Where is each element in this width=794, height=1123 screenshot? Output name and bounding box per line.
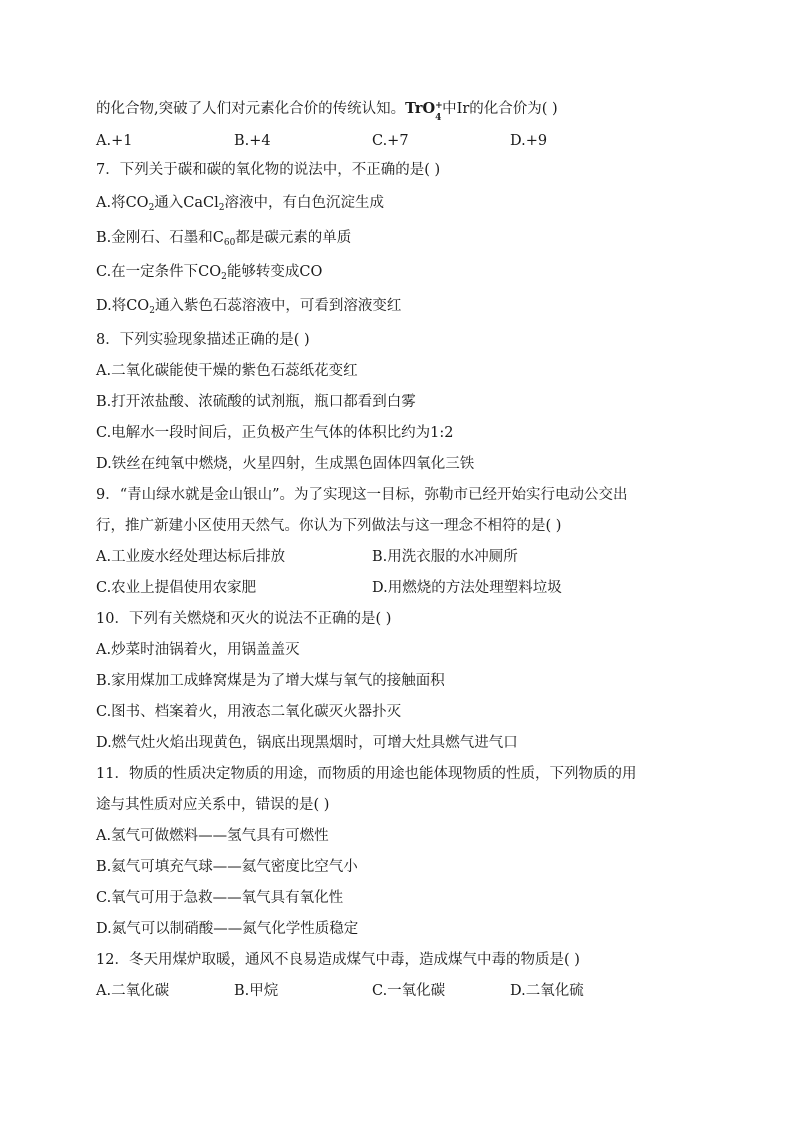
q9-option-b: B.用洗衣服的水冲厕所 [372, 549, 518, 565]
q9-stem-line1: 9．“青山绿水就是金山银山”。为了实现这一目标，弥勒市已经开始实行电动公交出 [96, 487, 628, 503]
q6-option-d: D.+9 [510, 133, 548, 149]
q7-option-d: D.将$CO_2$通入紫色石蕊溶液中，可看到溶液变红 [96, 298, 402, 316]
q12-option-c: C.一氧化碳 [372, 983, 446, 999]
q11-option-d: D.氮气可以制硝酸——氮气化学性质稳定 [96, 921, 359, 937]
q11-option-c: C.氧气可用于急救——氧气具有氧化性 [96, 890, 344, 906]
q6-option-c: C.+7 [372, 133, 409, 149]
q12-option-d: D.二氧化硫 [510, 983, 584, 999]
q7-stem: 7．下列关于碳和碳的氧化物的说法中，不正确的是( ) [96, 162, 441, 178]
q12-stem: 12．冬天用煤炉取暖，通风不良易造成煤气中毒，造成煤气中毒的物质是( ) [96, 952, 580, 968]
q8-option-b: B.打开浓盐酸、浓硫酸的试剂瓶，瓶口都看到白雾 [96, 394, 416, 410]
q9-option-d: D.用燃烧的方法处理塑料垃圾 [372, 580, 562, 596]
q8-option-d: D.铁丝在纯氧中燃烧，火星四射，生成黑色固体四氧化三铁 [96, 456, 475, 472]
q7-option-c: C.在一定条件下$CO_2$能够转变成CO [96, 264, 323, 282]
q6-option-a: A.+1 [96, 133, 133, 149]
q8-option-c: C.电解水一段时间后，正负极产生气体的体积比约为1:2 [96, 425, 454, 441]
q11-option-a: A.氢气可做燃料——氢气具有可燃性 [96, 828, 329, 844]
q11-option-b: B.氦气可填充气球——氦气密度比空气小 [96, 859, 358, 875]
q7-option-b: B.金刚石、石墨和$C_{60}$都是碳元素的单质 [96, 230, 352, 248]
q12-option-a: A.二氧化碳 [96, 983, 170, 999]
q8-stem: 8．下列实验现象描述正确的是( ) [96, 332, 310, 348]
q12-option-b: B.甲烷 [234, 983, 279, 999]
q10-option-b: B.家用煤加工成蜂窝煤是为了增大煤与氧气的接触面积 [96, 673, 445, 689]
q8-option-a: A.二氧化碳能使干燥的紫色石蕊纸花变红 [96, 363, 358, 379]
q7-option-a: A.将$CO_2$通入CaCl$_2$溶液中，有白色沉淀生成 [96, 195, 385, 213]
q11-stem-line2: 途与其性质对应关系中，错误的是( ) [96, 797, 330, 813]
q10-option-d: D.燃气灶火焰出现黄色，锅底出现黑烟时，可增大灶具燃气进气口 [96, 735, 518, 751]
q10-option-c: C.图书、档案着火，用液态二氧化碳灭火器扑灭 [96, 704, 402, 720]
q9-option-a: A.工业废水经处理达标后排放 [96, 549, 286, 565]
q6-stem-tail: 中Ir的化合价为( ) [442, 101, 558, 117]
q6-formula: TrO + 4 [405, 100, 443, 123]
q6-option-b: B.+4 [234, 133, 271, 149]
q9-option-c: C.农业上提倡使用农家肥 [96, 580, 257, 596]
q10-stem: 10．下列有关燃烧和灭火的说法不正确的是( ) [96, 611, 392, 627]
q9-stem-line2: 行，推广新建小区使用天然气。你认为下列做法与这一理念不相符的是( ) [96, 518, 562, 534]
q10-option-a: A.炒菜时油锅着火，用锅盖盖灭 [96, 642, 300, 658]
q6-stem-line [96, 99, 558, 123]
q11-stem-line1: 11．物质的性质决定物质的用途，而物质的用途也能体现物质的性质，下列物质的用 [96, 766, 637, 782]
q6-stem-text: 的化合物,突破了人们对元素化合价的传统认知。 [96, 101, 406, 117]
